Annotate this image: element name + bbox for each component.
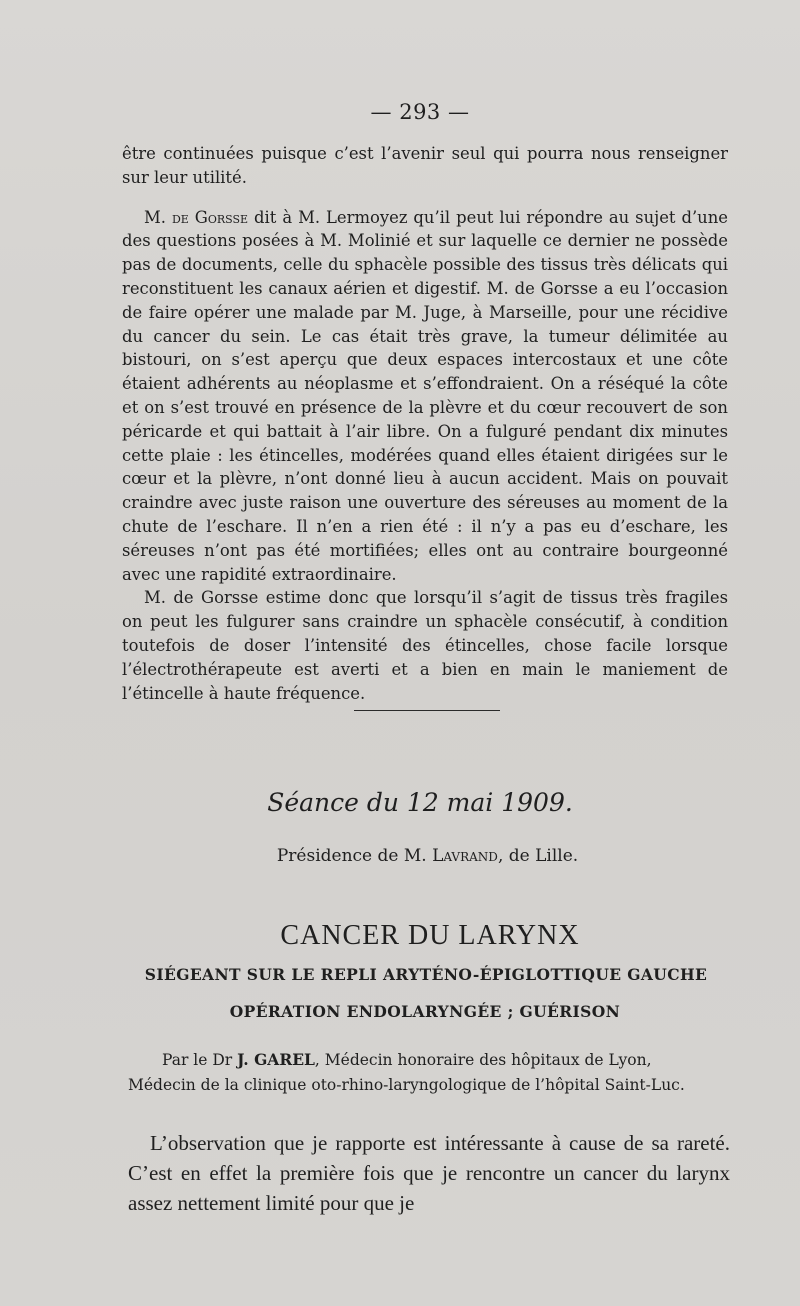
intro-paragraph: L’observation que je rapporte est intéressante à cause de sa rareté. C’est en effet la première fois que je rencontre un cancer du larynx assez nettement limité pour que je — [128, 1131, 730, 1215]
byline-line-1 — [162, 1047, 700, 1073]
paragraph-continuation: être continuées puisque c’est l’avenir seul qui pourra nous renseigner sur leur utilité. — [122, 144, 728, 187]
session-title: Séance du 12 mai 1909. — [267, 788, 573, 817]
byline-line-2: Médecin de la clinique oto-rhino-laryngologique de l’hôpital Saint-Luc. — [128, 1076, 685, 1094]
paragraph-gorsse-text: dit à M. Lermoyez qu’il peut lui répondre au sujet d’une des questions posées à M. Molinié et sur laquelle ce dernier ne possède pas de documents, celle du sphacèle possible des tissus très délicats qui reconstituent les canaux aérien et digestif. M. de Gorsse a eu l’occasion de faire opérer une malade par M. Juge, à Marseille, pour une récidive du cancer du sein. Le cas était très grave, la tumeur délimitée au bistouri, on s’est aperçu que deux espaces intercostaux et une côte étaient adhérents au néoplasme et s’effondraient. On a réséqué la côte et on s’est trouvé en présence de la plèvre et du cœur recouvert de son péricarde et qui battait à l’air libre. On a fulguré pendant dix minutes cette plaie : les étincelles, modérées quand elles étaient dirigées sur le cœur et la plèvre, n’ont donné lieu à aucun accident. Mais on pouvait craindre avec juste raison une ouverture des séreuses au moment de la chute de l’eschare. Il n’en a rien été : il n’y a pas eu d’eschare, les séreuses n’ont pas été mortifiées; elles ont au contraire bourgeonné avec une rapidité extraordinaire. — [122, 207, 728, 584]
article-subtitle-2: OPÉRATION ENDOLARYNGÉE ; GUÉRISON — [229, 1002, 621, 1021]
presidence-prefix: Présidence de M. — [276, 846, 433, 866]
byline-suffix: , Médecin honoraire des hôpitaux de Lyon, — [314, 1051, 652, 1069]
paragraph-gorsse — [122, 206, 728, 587]
article-intro — [128, 1128, 730, 1218]
presidence-line — [0, 846, 800, 866]
page-number: — 293 — — [370, 100, 470, 124]
speaker-name: M. de Gorsse — [144, 207, 249, 227]
byline-prefix: Par le Dr — [162, 1051, 238, 1069]
author-name: J. GAREL — [237, 1050, 315, 1069]
president-name: Lavrand — [432, 846, 498, 866]
discussion-text — [122, 142, 728, 705]
section-divider — [354, 710, 500, 711]
article-title: CANCER DU LARYNX — [280, 920, 580, 951]
paragraph-conclusion: M. de Gorsse estime donc que lorsqu’il s’agit de tissus très fragiles on peut les fulgurer sans craindre un sphacèle consécutif, à condition toutefois de doser l’intensité des étincelles, chose facile lorsque l’électrothérapeute est averti et a bien en main le maniement de l’étincelle à haute fréquence. — [122, 588, 728, 703]
presidence-suffix: , de Lille. — [497, 846, 579, 866]
article-subtitle-1: SIÉGEANT SUR LE REPLI ARYTÉNO-ÉPIGLOTTIQUE GAUCHE — [144, 965, 708, 984]
